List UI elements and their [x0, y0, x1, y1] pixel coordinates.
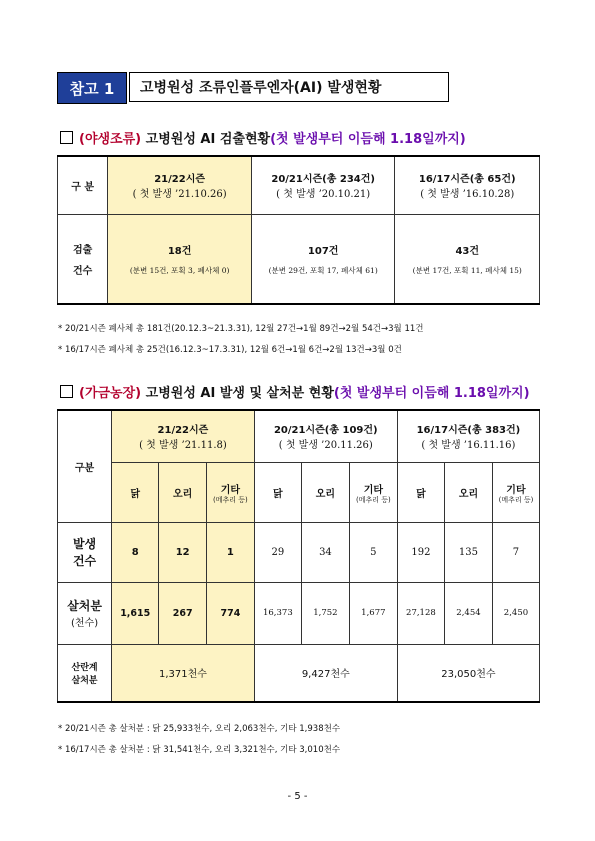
- species-header: 기타 (메추리 등): [492, 462, 539, 522]
- season-header: 21/22시즌 ( 첫 발생 ’21.10.26): [108, 156, 252, 214]
- table-cell: 1: [207, 522, 255, 582]
- page-title: 고병원성 조류인플루엔자(AI) 발생현황: [129, 72, 449, 102]
- total-label: 산란계 살처분: [58, 644, 112, 702]
- wild-bird-table: [57, 155, 540, 305]
- row-label: 구 분: [58, 156, 108, 214]
- count-cell: 107건 (분변 29건, 포획 17, 폐사체 61): [251, 214, 395, 304]
- season-header: 16/17시즌(총 65건) ( 첫 발생 ’16.10.28): [395, 156, 540, 214]
- checkbox-square-icon: [60, 385, 73, 398]
- footnote: * 16/17시즌 폐사체 총 25건(16.12.3~17.3.31), 12월 6건→1월 6건→2월 13건→3월 0건: [58, 345, 402, 355]
- table-cell: 2,450: [492, 582, 539, 644]
- species-header: 오리: [301, 462, 349, 522]
- table-cell: 5: [349, 522, 397, 582]
- section1-title: (야생조류) 고병원성 AI 검출현황(첫 발생부터 이듬해 1.18일까지): [60, 128, 466, 147]
- table-cell: 1,615: [112, 582, 159, 644]
- total-cell: 9,427천수: [254, 644, 397, 702]
- count-label: 검출 건수: [58, 214, 108, 304]
- species-header: 오리: [445, 462, 493, 522]
- table-cell: 7: [492, 522, 539, 582]
- page-number: - 5 -: [287, 791, 308, 802]
- count-cell: 43건 (분변 17건, 포획 11, 폐사체 15): [395, 214, 540, 304]
- table-cell: 774: [207, 582, 255, 644]
- occurrence-label: 발생 건수: [58, 522, 112, 582]
- species-header: 닭: [254, 462, 301, 522]
- season-header: 20/21시즌(총 234건) ( 첫 발생 ’20.10.21): [251, 156, 395, 214]
- table-cell: 192: [397, 522, 444, 582]
- table-cell: 267: [159, 582, 207, 644]
- footnote: * 20/21시즌 폐사체 총 181건(20.12.3~21.3.31), 12월 27건→1월 89건→2월 54건→3월 11건: [58, 324, 424, 334]
- table-cell: 1,752: [301, 582, 349, 644]
- table-cell: 8: [112, 522, 159, 582]
- table-cell: 135: [445, 522, 493, 582]
- cull-label: 살처분 (천수): [58, 582, 112, 644]
- species-header: 닭: [112, 462, 159, 522]
- reference-tag: 참고 1: [57, 72, 127, 104]
- species-header: 닭: [397, 462, 444, 522]
- species-header: 기타 (메추리 등): [349, 462, 397, 522]
- footnote: * 16/17시즌 총 살처분 : 닭 31,541천수, 오리 3,321천수, 기타 3,010천수: [58, 745, 341, 755]
- season-header: 16/17시즌(총 383건) ( 첫 발생 ’16.11.16): [397, 410, 539, 462]
- footnote: * 20/21시즌 총 살처분 : 닭 25,933천수, 오리 2,063천수, 기타 1,938천수: [58, 724, 341, 734]
- species-header: 기타 (메추리 등): [207, 462, 255, 522]
- checkbox-square-icon: [60, 131, 73, 144]
- table-cell: 29: [254, 522, 301, 582]
- season-header: 21/22시즌 ( 첫 발생 ’21.11.8): [112, 410, 255, 462]
- table-cell: 12: [159, 522, 207, 582]
- row-label: 구분: [58, 410, 112, 522]
- table-cell: 16,373: [254, 582, 301, 644]
- season-header: 20/21시즌(총 109건) ( 첫 발생 ’20.11.26): [254, 410, 397, 462]
- total-cell: 23,050천수: [397, 644, 539, 702]
- table-cell: 27,128: [397, 582, 444, 644]
- species-header: 오리: [159, 462, 207, 522]
- poultry-farm-table: [57, 409, 540, 703]
- count-cell: 18건 (분변 15건, 포획 3, 폐사체 0): [108, 214, 252, 304]
- section2-title: (가금농장) 고병원성 AI 발생 및 살처분 현황(첫 발생부터 이듬해 1.18일까지): [60, 382, 530, 401]
- table-cell: 2,454: [445, 582, 493, 644]
- table-cell: 1,677: [349, 582, 397, 644]
- table-cell: 34: [301, 522, 349, 582]
- total-cell: 1,371천수: [112, 644, 255, 702]
